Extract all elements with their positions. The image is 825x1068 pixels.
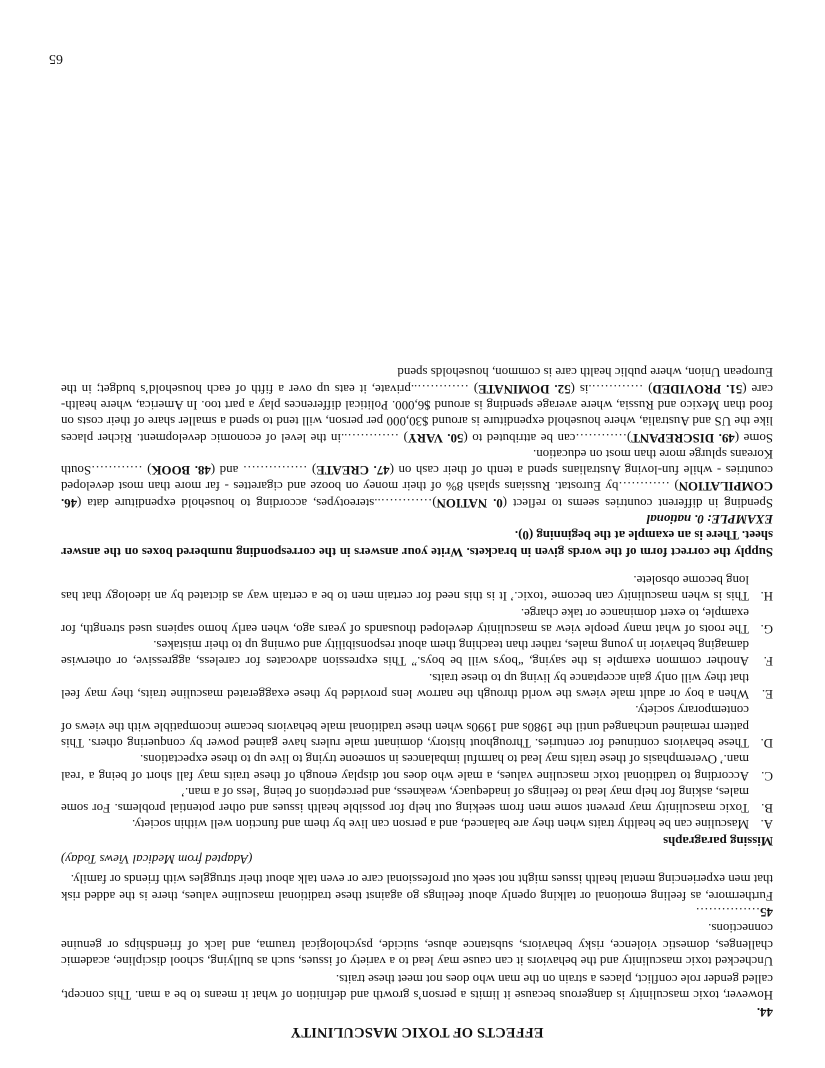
cloze-text: ) …………… and ( xyxy=(210,463,317,478)
cloze-text: Some ( xyxy=(734,430,773,445)
example-answer: EXAMPLE: 0. national xyxy=(646,512,773,527)
option-letter: D. xyxy=(760,735,773,750)
option-h xyxy=(61,572,773,605)
word-prompt-0: 0. NATION xyxy=(436,495,503,510)
option-a xyxy=(61,816,773,832)
source-citation: (Adapted from Medical Views Today) xyxy=(61,852,253,867)
option-text: Masculine can be healthy traits when they are balanced, and a person can live by them and function well within society. xyxy=(132,817,749,832)
option-text: Toxic masculinity may prevent some men from seeking out help for possible health issues and other potential problems. For some males, asking for help may lead to feelings of inadequacy, weakness, and perceptions of being ‘less of a man.’ xyxy=(61,784,749,816)
word-prompt-48: 48. BOOK xyxy=(151,463,211,478)
paragraph-1: However, toxic masculinity is dangerous because it limits a person’s growth and definition of what it means to be a man. This concept, called gender role conflict, places a strain on the man who does not meet these traits. xyxy=(61,972,773,1003)
page-number: 65 xyxy=(49,51,63,66)
paragraph-2: Unchecked toxic masculinity and the behaviors it can cause may lead to a variety of issues, such as bullying, school discipline, academic challenges, domestic violence, risky behaviors, substance abuse, suicide, psychological trauma, and lack of friendships or genuine connections. xyxy=(61,921,773,968)
word-prompt-46: 46. COMPILATION xyxy=(61,479,773,510)
word-prompt-51: 51. PROVIDED xyxy=(652,381,743,396)
cloze-text: ) …………..private, it eats up over a fifth of each household’s budget; in the European Union, where public health care is common, households spend xyxy=(61,365,773,396)
cloze-text: ) …………..in the level of economic development. Richer places like the US and Australia, where household expenditure is around $30,000 per person, will tend to spend a smaller share of their costs on food than Mexico and Russia, where average spending is around $6,000. Political differences play a part too. In America, where health-care ( xyxy=(61,381,773,445)
option-letter: G. xyxy=(760,621,773,636)
option-g xyxy=(61,604,773,637)
cloze-text: ) …………by Eurostat. Russians splash 8% of their money on booze and cigarettes - far more than most developed countries - while fun-loving Australians spend a tenth of their cash on ( xyxy=(61,463,773,494)
option-c xyxy=(61,751,773,784)
option-e xyxy=(61,669,773,702)
cloze-text: ) …………South Koreans splurge more than most on education. xyxy=(60,446,773,478)
question-45-label: 45 xyxy=(760,904,773,919)
question-45-blank: …………… xyxy=(695,904,761,919)
cloze-text: )…………..stereotypes, according to household expenditure data ( xyxy=(77,495,437,510)
cloze-paragraph-2 xyxy=(61,364,773,445)
missing-paragraphs-heading: Missing paragraphs xyxy=(663,833,773,848)
option-text: Another common example is the saying, “boys will be boys.” This expression advocates for careless, aggressive, or otherwise damaging behavior in young males, rather than teaching them about responsibility and owning up to their mistakes. xyxy=(61,638,749,669)
word-prompt-50: 50. VARY xyxy=(407,430,464,445)
cloze-text: Spending in different countries seems to reflect ( xyxy=(502,495,773,510)
page-title: EFFECTS OF TOXIC MASCULINITY xyxy=(290,1024,544,1040)
option-letter: C. xyxy=(761,768,773,783)
word-prompt-52: 52. DOMINATE xyxy=(478,381,571,396)
cloze-text: ) ………….is ( xyxy=(570,381,653,396)
option-letter: F. xyxy=(763,654,773,669)
option-text: The roots of what many people view as masculinity developed thousands of years ago, when early homo sapiens used strength, for example, to exert dominance or take charge. xyxy=(61,605,749,636)
question-44-label: 44. xyxy=(756,1004,773,1019)
cloze-text: )…………can be attributed to ( xyxy=(463,430,632,445)
word-prompt-49: 49. DISCREPANT xyxy=(631,430,735,445)
option-letter: E. xyxy=(761,687,773,702)
option-text: This is when masculinity can become ‘toxic.’ It is this need for certain men to be a certain way as dictated by an ideology that has long become obsolete. xyxy=(61,572,749,604)
option-letter: H. xyxy=(760,589,773,604)
question-45-line xyxy=(61,904,773,920)
option-text: When a boy or adult male views the world through the narrow lens provided by these exaggerated masculine traits, they may feel that they will only gain acceptance by living up to these traits. xyxy=(61,670,749,702)
word-prompt-47: 47. CREATE xyxy=(316,463,390,478)
option-b xyxy=(61,784,773,817)
option-text: These behaviors continued for centuries. Throughout history, dominant male rulers have gained power by conquering others. This pattern remained unchanged until the 1980s and 1990s when these traditional male behaviors became incompatible with the views of contemporary society. xyxy=(61,703,749,750)
option-f xyxy=(61,637,773,670)
cloze-paragraph-1 xyxy=(61,446,773,511)
word-form-instructions: Supply the correct form of the words given in brackets. Write your answers in the corresponding numbered boxes on the answer sheet. There is an example at the beginning (0). xyxy=(61,528,773,559)
document-content xyxy=(61,364,773,1040)
option-letter: B. xyxy=(761,801,773,816)
option-d xyxy=(61,702,773,751)
option-letter: A. xyxy=(760,817,773,832)
option-text: According to traditional toxic masculine values, a male who does not display enough of these traits may fall short of being a ‘real man.’ Overemphasis of these traits may lead to harmful imbalances in someone trying to live up to these expectations. xyxy=(61,752,749,783)
paragraph-3: Furthermore, as feeling emotional or talking openly about feelings go against these traditional masculine values, there is the added risk that men experiencing mental health issues might not seek out professional care or even talk about their struggles with friends or family. xyxy=(61,872,773,903)
